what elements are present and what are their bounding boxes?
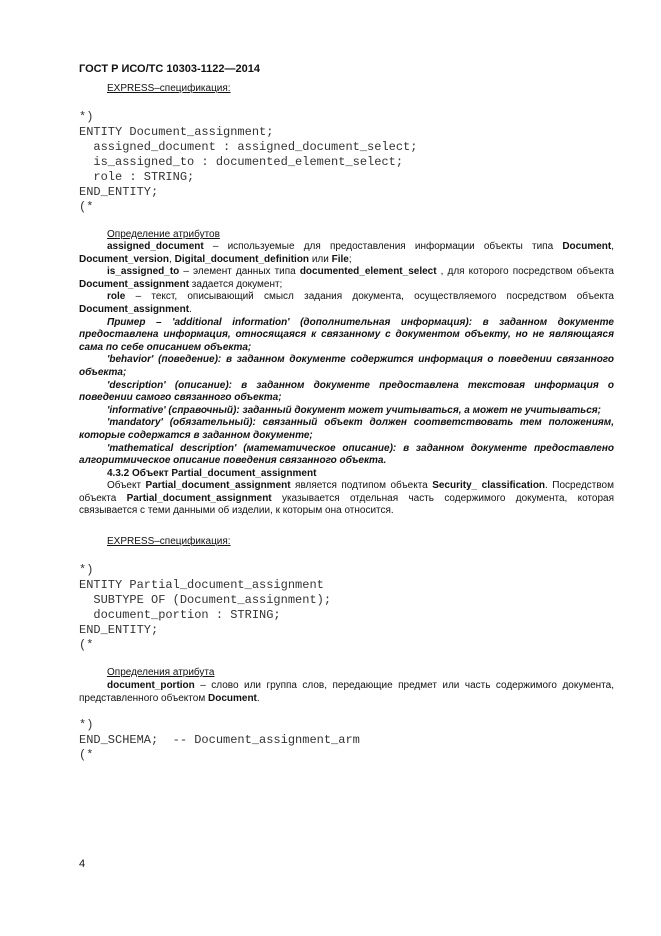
code-line: *) xyxy=(79,718,94,732)
example-description: 'description' (описание): в заданном документе предоставлена текстовая информация о поведении самого связанного объекта; xyxy=(79,379,614,404)
document-header: ГОСТ Р ИСО/ТС 10303-1122—2014 xyxy=(79,63,260,75)
express-spec-label: EXPRESS–спецификация: xyxy=(107,83,231,94)
attribute-text xyxy=(79,680,614,705)
code-line: *) xyxy=(79,563,94,577)
code-block-partial-document-assignment xyxy=(79,563,331,653)
attributes-heading: Определение атрибутов xyxy=(107,229,220,240)
example-informative: 'informative' (справочный): заданный документ может учитываться, а может не учитываться; xyxy=(107,404,601,416)
code-line: ENTITY Document_assignment; xyxy=(79,125,274,139)
code-line: END_SCHEMA; -- Document_assignment_arm xyxy=(79,733,360,747)
attr-document-portion: document_portion – слово или группа слов, передающие предмет или часть содержимого документа, представленного объектом Document. xyxy=(79,680,614,704)
code-line: *) xyxy=(79,110,94,124)
example-mathematical-description: 'mathematical description' (математическое описание): в заданном документе предоставлено алгоритмическое описание поведения связанного объекта. xyxy=(79,442,614,467)
partial-document-assignment-description: Объект Partial_document_assignment является подтипом объекта Security_ classification. Посредством объекта Partial_document_assignment указывается отдельная часть содержимого документа, которая связывается с теми данными об изделии, к которым она относится. xyxy=(79,480,614,517)
code-line: END_ENTITY; xyxy=(79,185,159,199)
attr-assigned-document: assigned_document – используемые для предоставления информации объекты типа Document, Document_version, Digital_document_definition или File; xyxy=(79,241,614,265)
attr-role: role – текст, описывающий смысл задания документа, осуществляемого посредством объекта Document_assignment. xyxy=(79,291,614,315)
page-number: 4 xyxy=(79,858,86,870)
section-heading-4-3-2: 4.3.2 Объект Partial_document_assignment xyxy=(107,467,317,479)
code-line: is_assigned_to : documented_element_select; xyxy=(79,155,404,169)
code-line: assigned_document : assigned_document_select; xyxy=(79,140,418,154)
example-behavior: 'behavior' (поведение): в заданном документе содержится информация о поведении связанного объекта; xyxy=(79,354,614,378)
example-additional-information: Пример – 'additional information' (дополнительная информация): в заданном документе предоставлена информация, относящаяся к связанному с документом объекту, но не являющаяся сама по себе описанием объекта; xyxy=(79,316,614,353)
express-spec-label: EXPRESS–спецификация: xyxy=(107,536,231,547)
code-line: END_ENTITY; xyxy=(79,623,159,637)
code-block-document-assignment xyxy=(79,110,417,215)
attribute-heading: Определения атрибута xyxy=(107,667,215,678)
code-line: document_portion : STRING; xyxy=(79,608,281,622)
code-line: role : STRING; xyxy=(79,170,195,184)
code-line: (* xyxy=(79,638,94,652)
code-line: SUBTYPE OF (Document_assignment); xyxy=(79,593,332,607)
code-line: (* xyxy=(79,748,94,762)
code-line: ENTITY Partial_document_assignment xyxy=(79,578,324,592)
code-block-end-schema xyxy=(79,718,360,763)
example-mandatory: 'mandatory' (обязательный): связанный объект должен соответствовать тем положениям, которые содержатся в заданном документе; xyxy=(79,417,614,441)
attributes-text xyxy=(79,241,614,518)
attr-is-assigned-to: is_assigned_to – элемент данных типа documented_element_select , для которого посредством объекта Document_assignment задается документ; xyxy=(79,266,614,290)
code-line: (* xyxy=(79,200,94,214)
